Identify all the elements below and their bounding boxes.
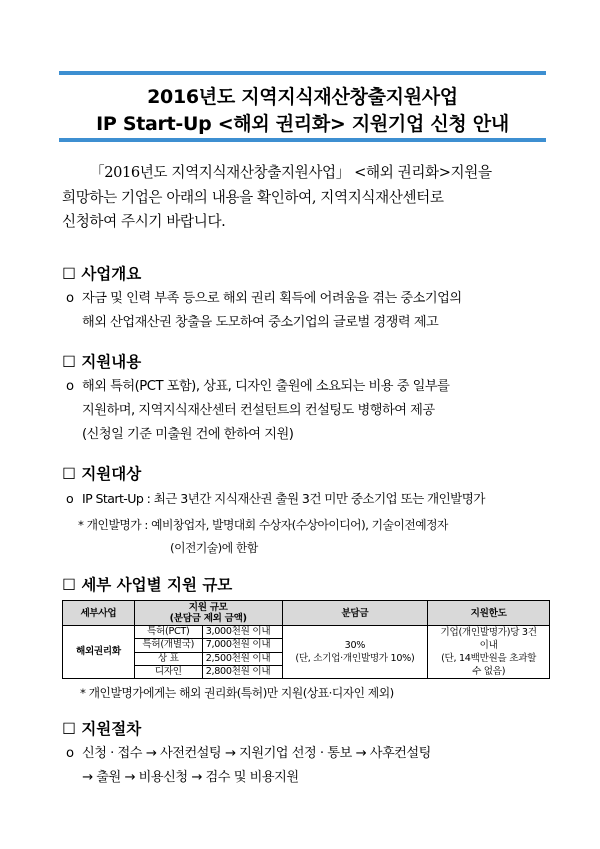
section-heading-overview (62, 262, 141, 284)
procedure-line: → 출원 → 비용신청 → 검수 및 비용지원 (82, 770, 299, 785)
section-title: 지원내용 (81, 353, 142, 371)
bullet-o: o (66, 291, 74, 306)
section-title: 사업개요 (81, 265, 142, 283)
header-share: 분담금 (282, 601, 428, 626)
header-limit: 지원한도 (428, 601, 550, 626)
content-line: (신청일 기준 미출원 건에 한하여 지원) (82, 427, 294, 442)
intro-line: 희망하는 기업은 아래의 내용을 확인하여, 지역지식재산센터로 (62, 188, 444, 206)
section-heading-scale (62, 573, 232, 595)
page-title-line2: IP Start-Up <해외 권리화> 지원기업 신청 안내 (96, 113, 509, 135)
share-line2: (단, 소기업·개인발명가 10%) (295, 653, 415, 664)
title-top-rule (59, 71, 546, 75)
checkbox-square-icon: ☐ (62, 353, 76, 371)
procedure-paragraph (66, 742, 556, 790)
content-line: 지원하며, 지역지식재산센터 컨설턴트의 컨설팅도 병행하여 제공 (82, 403, 435, 418)
table-header-row (63, 601, 550, 626)
overview-line: 해외 산업재산권 창출을 도모하여 중소기업의 글로벌 경쟁력 제고 (82, 315, 439, 330)
cell-type: 디자인 (134, 665, 202, 678)
header-scale-line2: (분담금 제외 금액) (169, 613, 247, 624)
overview-line: 자금 및 인력 부족 등으로 해외 권리 획득에 어려움을 겪는 중소기업의 (82, 291, 462, 306)
cell-project: 해외권리화 (63, 626, 135, 679)
bullet-o: o (66, 379, 74, 394)
cell-share (282, 626, 428, 679)
checkbox-square-icon: ☐ (62, 465, 76, 483)
header-project: 세부사업 (63, 601, 135, 626)
cell-amount: 7,000천원 이내 (202, 639, 282, 652)
limit-line3: (단, 14백만원을 초과할 (441, 653, 537, 664)
scale-note: * 개인발명가에게는 해외 권리화(특허)만 지원(상표·디자인 제외) (80, 686, 394, 700)
intro-line: 「2016년도 지역지식재산창출지원사업」 <해외 권리화>지원을 (90, 164, 492, 181)
intro-line: 신청하여 주시기 바랍니다. (62, 213, 226, 230)
checkbox-square-icon: ☐ (62, 720, 76, 738)
limit-line2: 이내 (479, 640, 498, 651)
bullet-o: o (66, 491, 74, 506)
title-bottom-rule (59, 138, 546, 142)
intro-paragraph (62, 161, 552, 235)
section-title: 지원대상 (81, 465, 142, 483)
share-line1: 30% (344, 640, 366, 651)
target-note-line1: * 개인발명가 : 예비창업자, 발명대회 수상자(수상아이디어), 기술이전예정자 (78, 518, 448, 532)
cell-limit (428, 626, 550, 679)
cell-type: 상 표 (134, 652, 202, 665)
section-heading-content (62, 350, 141, 372)
content-line: 해외 특허(PCT 포함), 상표, 디자인 출원에 소요되는 비용 중 일부를 (82, 379, 450, 394)
checkbox-square-icon: ☐ (62, 265, 76, 283)
header-scale-line1: 지원 규모 (188, 602, 228, 613)
procedure-line: 신청 · 접수 → 사전컨설팅 → 지원기업 선정 · 통보 → 사후컨설팅 (82, 746, 431, 761)
cell-amount: 2,500천원 이내 (202, 652, 282, 665)
section-title: 세부 사업별 지원 규모 (81, 576, 233, 594)
support-scale-table (62, 600, 550, 679)
content-paragraph (66, 375, 556, 447)
page-title-line1: 2016년도 지역지식재산창출지원사업 (147, 86, 458, 108)
table-row (63, 626, 550, 639)
section-heading-target (62, 462, 141, 484)
overview-paragraph (66, 287, 556, 335)
cell-amount: 2,800천원 이내 (202, 665, 282, 678)
target-line: IP Start-Up : 최근 3년간 지식재산권 출원 3건 미만 중소기업 또는 개인발명가 (82, 491, 485, 506)
cell-type: 특허(개별국) (134, 639, 202, 652)
bullet-o: o (66, 746, 74, 761)
limit-line4: 수 없음) (472, 666, 506, 677)
section-heading-procedure (62, 717, 141, 739)
target-paragraph (66, 487, 556, 511)
target-note-line2: (이전기술)에 한함 (170, 541, 258, 555)
header-scale (134, 601, 282, 626)
limit-line1: 기업(개인발명가)당 3건 (440, 627, 537, 638)
checkbox-square-icon: ☐ (62, 576, 76, 594)
cell-amount: 3,000천원 이내 (202, 626, 282, 639)
cell-type: 특허(PCT) (134, 626, 202, 639)
section-title: 지원절차 (81, 720, 142, 738)
